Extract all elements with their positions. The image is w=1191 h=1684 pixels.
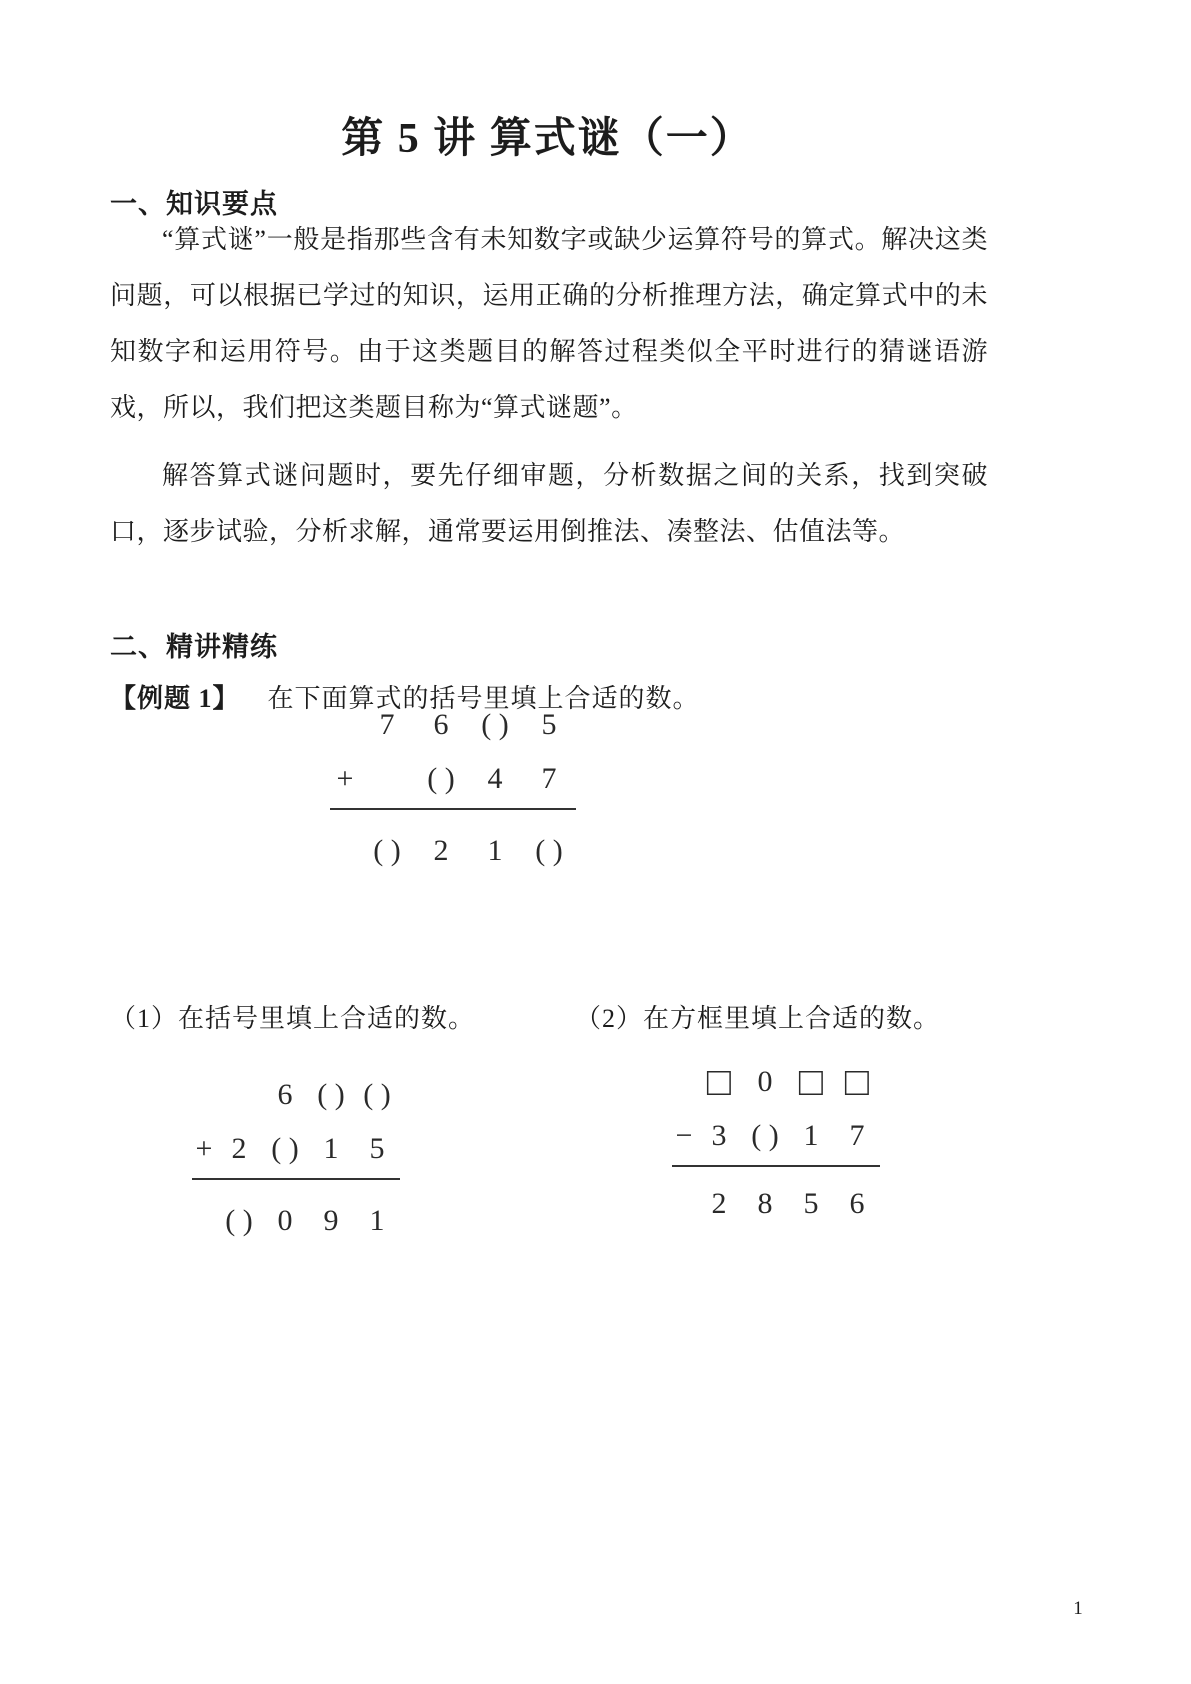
puzzle-box-cell: □ [706, 1059, 732, 1104]
puzzle-difference-row [672, 1177, 880, 1231]
subproblem1-label: （1）在括号里填上合适的数。 [110, 1004, 476, 1033]
puzzle-cell: 6 [277, 1078, 293, 1111]
puzzle-blank-cell: ( ) [751, 1119, 779, 1152]
puzzle-cell: 8 [757, 1187, 773, 1220]
page-number: 1 [1073, 1598, 1083, 1619]
puzzle-addend1-row [330, 698, 576, 752]
puzzle-blank-cell: ( ) [271, 1132, 299, 1165]
puzzle-cell: 5 [803, 1187, 819, 1220]
puzzle-sum-row [192, 1194, 400, 1248]
section1-heading: 一、知识要点 [110, 189, 278, 219]
puzzle-minuend-row [672, 1055, 880, 1109]
puzzle-addend2-row [330, 752, 576, 806]
puzzle-cell: 6 [433, 708, 449, 741]
puzzle-blank-cell: ( ) [427, 762, 455, 795]
section1-paragraph-2: 解答算式谜问题时，要先仔细审题，分析数据之间的关系，找到突破口，逐步试验，分析求解，通常要运用倒推法、凑整法、估值法等。 [110, 461, 988, 546]
puzzle-cell: 0 [277, 1204, 293, 1237]
puzzle-cell: 7 [379, 708, 395, 741]
puzzle-cell: 3 [711, 1119, 727, 1152]
puzzle-cell: 5 [369, 1132, 385, 1165]
subproblem1-puzzle [192, 1068, 400, 1248]
page-title: 第 5 讲 算式谜（一） [341, 116, 754, 162]
subproblem2-label: （2）在方框里填上合适的数。 [575, 1004, 941, 1033]
puzzle-blank-cell: ( ) [373, 834, 401, 867]
puzzle-cell: 7 [849, 1119, 865, 1152]
subproblem2-puzzle [672, 1055, 880, 1231]
puzzle-cell: 1 [369, 1204, 385, 1237]
example1-label: 【例题 1】 [110, 684, 240, 713]
puzzle-cell: 1 [487, 834, 503, 867]
puzzle-cell: 6 [849, 1187, 865, 1220]
puzzle-cell: 2 [711, 1187, 727, 1220]
puzzle-sum-row [330, 824, 576, 878]
puzzle-blank-cell: ( ) [225, 1204, 253, 1237]
puzzle-cell: 5 [541, 708, 557, 741]
puzzle-addend1-row [192, 1068, 400, 1122]
puzzle-cell: 1 [803, 1119, 819, 1152]
puzzle-subtrahend-row [672, 1109, 880, 1163]
puzzle-blank-cell: ( ) [363, 1078, 391, 1111]
section2-heading: 二、精讲精练 [110, 632, 278, 662]
section1-paragraph-1: “算式谜”一般是指那些含有未知数字或缺少运算符号的算式。解决这类问题，可以根据已学过的知识，运用正确的分析推理方法，确定算式中的未知数字和运用符号。由于这类题目的解答过程类似全平时进行的猜谜语游戏，所以，我们把这类题目称为“算式谜题”。 [110, 225, 988, 422]
puzzle-blank-cell: ( ) [535, 834, 563, 867]
puzzle-cell: 9 [323, 1204, 339, 1237]
puzzle-cell: 2 [433, 834, 449, 867]
minus-sign: − [675, 1119, 693, 1152]
plus-sign: + [336, 762, 354, 795]
puzzle-addend2-row [192, 1122, 400, 1176]
puzzle-blank-cell: ( ) [317, 1078, 345, 1111]
puzzle-cell: 1 [323, 1132, 339, 1165]
difference-line [672, 1165, 880, 1167]
puzzle-box-cell: □ [798, 1059, 824, 1104]
sum-line [192, 1178, 400, 1180]
plus-sign: + [195, 1132, 213, 1165]
puzzle-cell: 2 [231, 1132, 247, 1165]
sum-line [330, 808, 576, 810]
puzzle-cell: 4 [487, 762, 503, 795]
puzzle-blank-cell: ( ) [481, 708, 509, 741]
puzzle-cell: 0 [757, 1065, 773, 1098]
puzzle-cell: 7 [541, 762, 557, 795]
puzzle-box-cell: □ [844, 1059, 870, 1104]
example1-puzzle [330, 698, 576, 878]
example1-prompt: 在下面算式的括号里填上合适的数。 [267, 684, 700, 713]
